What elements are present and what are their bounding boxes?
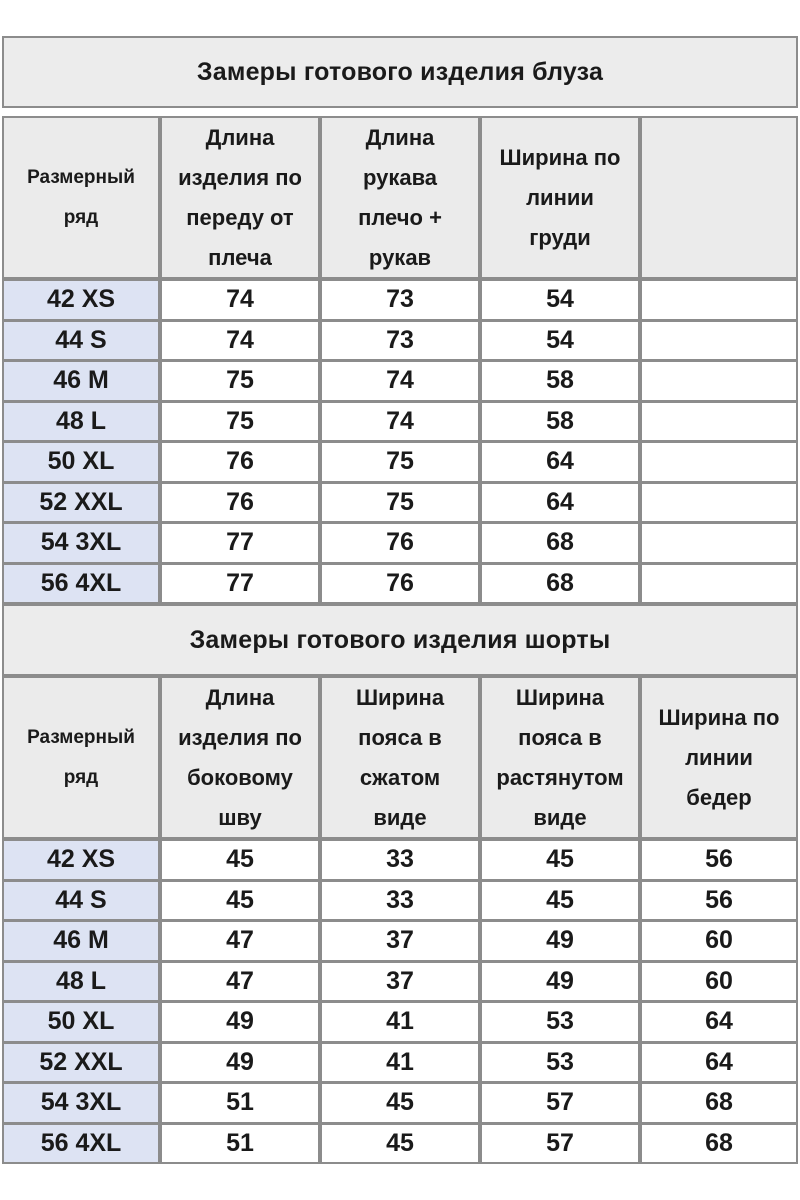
measurement-cell: 47 xyxy=(160,961,320,1003)
measurement-cell: 75 xyxy=(160,401,320,443)
measurement-cell: 75 xyxy=(320,482,480,524)
measurement-cell: 45 xyxy=(160,839,320,881)
measurement-cell: 74 xyxy=(320,360,480,402)
measurement-cell xyxy=(640,320,798,362)
column-header: Длина рукава плечо + рукав xyxy=(320,116,480,279)
measurement-cell: 77 xyxy=(160,522,320,564)
measurement-cell: 77 xyxy=(160,563,320,605)
measurement-cell: 76 xyxy=(160,441,320,483)
measurement-cell: 41 xyxy=(320,1042,480,1084)
measurement-cell xyxy=(640,482,798,524)
measurement-cell: 74 xyxy=(320,401,480,443)
measurement-cell: 75 xyxy=(160,360,320,402)
measurement-cell: 76 xyxy=(320,522,480,564)
table-title: Замеры готового изделия блуза xyxy=(2,36,798,108)
size-label-cell: 44 S xyxy=(2,880,160,922)
measurement-cell: 54 xyxy=(480,279,640,321)
size-label-cell: 42 XS xyxy=(2,279,160,321)
measurement-cell: 53 xyxy=(480,1001,640,1043)
measurement-cell: 74 xyxy=(160,279,320,321)
size-label-cell: 52 XXL xyxy=(2,482,160,524)
measurement-cell: 45 xyxy=(160,880,320,922)
measurement-cell: 45 xyxy=(480,839,640,881)
column-header: Ширина по линии бедер xyxy=(640,676,798,839)
measurement-cell: 74 xyxy=(160,320,320,362)
column-header: Размерный ряд xyxy=(2,116,160,279)
size-label-cell: 46 M xyxy=(2,920,160,962)
measurement-cell xyxy=(640,522,798,564)
measurement-cell: 64 xyxy=(640,1042,798,1084)
measurement-cell: 76 xyxy=(320,563,480,605)
measurement-cell xyxy=(640,563,798,605)
measurement-cell: 45 xyxy=(480,880,640,922)
measurement-cell: 45 xyxy=(320,1123,480,1165)
measurement-cell xyxy=(640,401,798,443)
measurement-cell: 68 xyxy=(640,1123,798,1165)
measurement-cell: 47 xyxy=(160,920,320,962)
size-label-cell: 50 XL xyxy=(2,1001,160,1043)
measurement-cell: 76 xyxy=(160,482,320,524)
measurement-cell: 64 xyxy=(480,441,640,483)
measurement-cell: 45 xyxy=(320,1082,480,1124)
measurement-cell: 51 xyxy=(160,1123,320,1165)
measurement-cell: 33 xyxy=(320,839,480,881)
measurement-cell xyxy=(640,360,798,402)
measurement-cell: 57 xyxy=(480,1123,640,1165)
measurement-cell: 68 xyxy=(480,563,640,605)
column-header: Ширина пояса в растянутом виде xyxy=(480,676,640,839)
measurement-cell: 57 xyxy=(480,1082,640,1124)
size-label-cell: 56 4XL xyxy=(2,563,160,605)
measurement-cell: 54 xyxy=(480,320,640,362)
column-header: Длина изделия по переду от плеча xyxy=(160,116,320,279)
size-label-cell: 56 4XL xyxy=(2,1123,160,1165)
size-label-cell: 48 L xyxy=(2,401,160,443)
measurement-cell: 73 xyxy=(320,320,480,362)
measurement-cell xyxy=(640,279,798,321)
measurement-cell: 49 xyxy=(160,1042,320,1084)
table-title: Замеры готового изделия шорты xyxy=(2,604,798,676)
measurement-cell: 37 xyxy=(320,961,480,1003)
size-label-cell: 52 XXL xyxy=(2,1042,160,1084)
measurement-cell: 49 xyxy=(160,1001,320,1043)
measurement-cell: 37 xyxy=(320,920,480,962)
measurement-cell: 56 xyxy=(640,839,798,881)
size-label-cell: 54 3XL xyxy=(2,1082,160,1124)
measurement-cell: 64 xyxy=(640,1001,798,1043)
measurement-cell: 68 xyxy=(640,1082,798,1124)
measurement-cell: 51 xyxy=(160,1082,320,1124)
measurement-cell: 58 xyxy=(480,360,640,402)
size-label-cell: 48 L xyxy=(2,961,160,1003)
measurement-cell: 73 xyxy=(320,279,480,321)
measurement-cell: 53 xyxy=(480,1042,640,1084)
size-label-cell: 54 3XL xyxy=(2,522,160,564)
column-header xyxy=(640,116,798,279)
measurement-cell xyxy=(640,441,798,483)
measurement-cell: 41 xyxy=(320,1001,480,1043)
measurement-cell: 56 xyxy=(640,880,798,922)
column-header: Длина изделия по боковому шву xyxy=(160,676,320,839)
measurement-cell: 33 xyxy=(320,880,480,922)
measurement-cell: 64 xyxy=(480,482,640,524)
column-header: Размерный ряд xyxy=(2,676,160,839)
measurement-cell: 60 xyxy=(640,961,798,1003)
size-label-cell: 50 XL xyxy=(2,441,160,483)
size-label-cell: 46 M xyxy=(2,360,160,402)
measurement-cell: 49 xyxy=(480,961,640,1003)
measurement-cell: 75 xyxy=(320,441,480,483)
column-header: Ширина по линии груди xyxy=(480,116,640,279)
column-header: Ширина пояса в сжатом виде xyxy=(320,676,480,839)
size-label-cell: 44 S xyxy=(2,320,160,362)
measurement-cell: 58 xyxy=(480,401,640,443)
measurement-cell: 49 xyxy=(480,920,640,962)
measurement-cell: 68 xyxy=(480,522,640,564)
size-label-cell: 42 XS xyxy=(2,839,160,881)
measurement-cell: 60 xyxy=(640,920,798,962)
